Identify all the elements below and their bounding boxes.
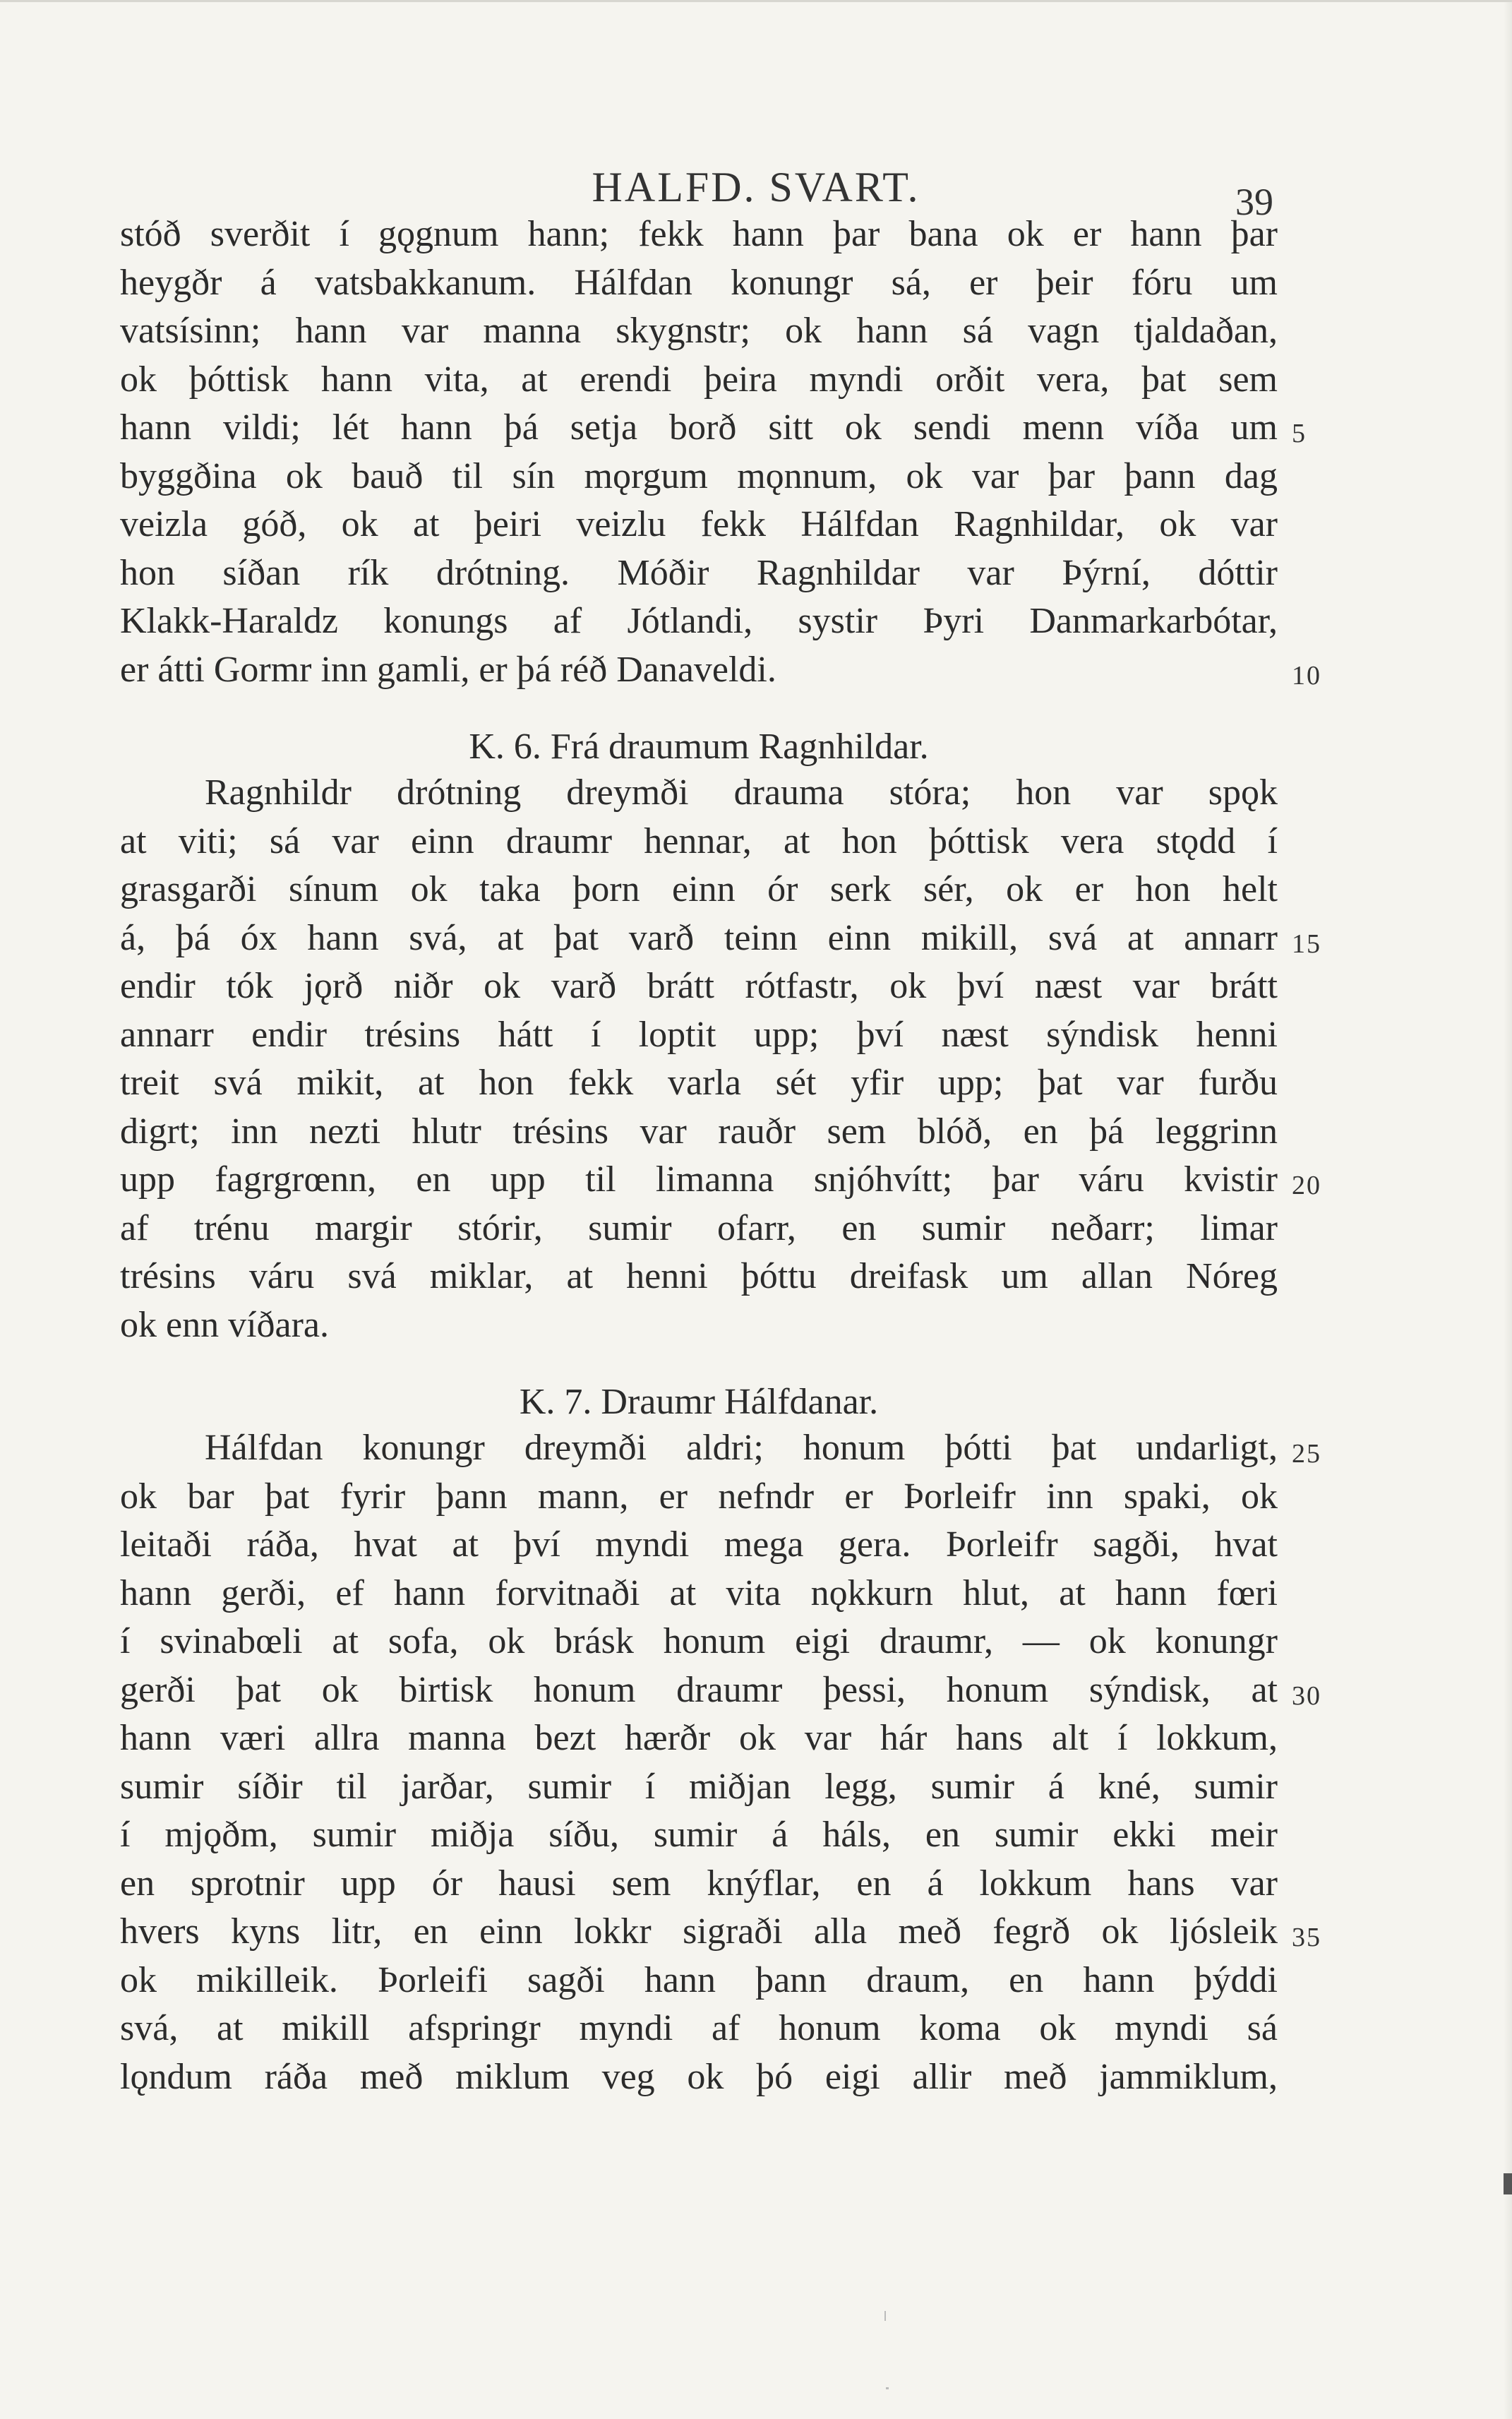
line-number: 5 [1292, 419, 1307, 448]
line-text: heygðr á vatsbakkanum. Hálfdan konungr sá, er þeir fóru um [120, 262, 1278, 303]
line-number: 35 [1292, 1923, 1321, 1952]
text-line [120, 1059, 1278, 1108]
chapter-heading-6: K. 6. Frá draumum Ragnhildar. [469, 727, 929, 767]
line-text: Hálfdan konungr dreymði aldri; honum þótti þat undarligt, [205, 1428, 1278, 1468]
text-line [120, 914, 1321, 963]
line-text: gerði þat ok birtisk honum draumr þessi, honum sýndisk, at [120, 1669, 1278, 1710]
line-text: Ragnhildr drótning dreymði drauma stóra; hon var spǫk [205, 772, 1278, 813]
scan-edge-mark [1504, 2173, 1512, 2194]
text-line [120, 1811, 1278, 1860]
line-text: trésins váru svá miklar, at henni þóttu dreifask um allan Nóreg [120, 1256, 1278, 1296]
print-mark [884, 2311, 886, 2321]
paragraph-continuation [120, 210, 1321, 694]
text-line [120, 356, 1278, 405]
page-edge [1504, 2, 1512, 2419]
text-line [120, 210, 1278, 259]
text-line [120, 259, 1278, 308]
text-line [120, 1618, 1278, 1666]
line-text: hon síðan rík drótning. Móðir Ragnhildar var Þýrní, dóttir [120, 552, 1278, 593]
line-text: hann vildi; lét hann þá setja borð sitt ok sendi menn víða um [120, 407, 1278, 448]
text-line [120, 1253, 1278, 1301]
line-text: ok mikilleik. Þorleifi sagði hann þann draum, en hann þýddi [120, 1959, 1278, 2000]
line-text: svá, at mikill afspringr myndi af honum koma ok myndi sá [120, 2008, 1278, 2048]
text-line [120, 962, 1278, 1011]
text-line [120, 1108, 1278, 1157]
body-text [120, 210, 1321, 2101]
line-text: at viti; sá var einn draumr hennar, at hon þóttisk vera stǫdd í [120, 820, 1278, 861]
line-number: 20 [1292, 1171, 1321, 1200]
line-text: hann væri allra manna bezt hærðr ok var hár hans alt í lokkum, [120, 1718, 1278, 1758]
line-number: 10 [1292, 660, 1321, 691]
text-line [120, 818, 1278, 866]
line-text: lǫndum ráða með miklum veg ok þó eigi allir með jammiklum, [120, 2056, 1278, 2097]
text-line [120, 501, 1278, 549]
paragraph-halfdan-dream [120, 1424, 1321, 2101]
text-line [120, 404, 1307, 453]
line-text: af trénu margir stórir, sumir ofarr, en sumir neðarr; limar [120, 1207, 1278, 1248]
line-text: á, þá óx hann svá, at þat varð teinn einn mikill, svá at annarr [120, 917, 1278, 958]
line-text: ok bar þat fyrir þann mann, er nefndr er Þorleifr inn spaki, ok [120, 1476, 1278, 1517]
line-text: sumir síðir til jarðar, sumir í miðjan legg, sumir á kné, sumir [120, 1766, 1278, 1807]
line-text: vatsísinn; hann var manna skygnstr; ok hann sá vagn tjaldaðan, [120, 311, 1278, 351]
line-text: en sprotnir upp ór hausi sem knýflar, en á lokkum hans var [120, 1863, 1278, 1904]
running-head: HALFD. SVART. [592, 164, 920, 210]
text-line [120, 549, 1278, 598]
text-line [120, 1156, 1321, 1205]
text-line [120, 1521, 1278, 1570]
text-line [120, 453, 1278, 501]
line-text: stóð sverðit í gǫgnum hann; fekk hann þar bana ok er hann þar [120, 214, 1278, 254]
text-line [120, 1011, 1278, 1060]
line-text: ok þóttisk hann vita, at erendi þeira myndi orðit vera, þat sem [120, 359, 1278, 400]
text-line [120, 1908, 1321, 1957]
text-line [120, 1205, 1278, 1253]
text-line [120, 1714, 1278, 1763]
text-line [120, 1301, 1278, 1350]
text-line [120, 1570, 1278, 1618]
line-text: veizla góð, ok at þeiri veizlu fekk Hálfdan Ragnhildar, ok var [120, 504, 1278, 544]
line-text: endir tók jǫrð niðr ok varð brátt rótfastr, ok því næst var brátt [120, 966, 1278, 1006]
line-text: ok enn víðara. [120, 1304, 330, 1345]
text-line [120, 1473, 1278, 1522]
line-number: 30 [1292, 1680, 1321, 1711]
text-line [120, 2005, 1278, 2053]
text-line [120, 769, 1278, 818]
text-line [120, 1763, 1278, 1812]
line-text: treit svá mikit, at hon fekk varla sét yfir upp; þat var furðu [120, 1063, 1278, 1103]
text-line [120, 597, 1278, 646]
text-line [120, 307, 1278, 356]
text-line [120, 1860, 1278, 1909]
line-text: í mjǫðm, sumir miðja síðu, sumir á háls, en sumir ekki meir [120, 1815, 1278, 1855]
text-line [120, 2053, 1278, 2102]
line-text: leitaði ráða, hvat at því myndi mega gera. Þorleifr sagði, hvat [120, 1524, 1278, 1565]
line-text: hvers kyns litr, en einn lokkr sigraði alla með fegrð ok ljósleik [120, 1911, 1278, 1952]
line-text: Klakk-Haraldz konungs af Jótlandi, systir Þyri Danmarkarbótar, [120, 601, 1278, 641]
text-line [120, 1424, 1321, 1473]
line-text: hann gerði, ef hann forvitnaði at vita nǫkkurn hlut, at hann fœri [120, 1572, 1278, 1613]
text-line [120, 646, 1321, 695]
line-number: 25 [1292, 1439, 1321, 1469]
line-text: annarr endir trésins hátt í loptit upp; því næst sýndisk henni [120, 1014, 1278, 1055]
line-text: upp fagrgrœnn, en upp til limanna snjóhvítt; þar váru kvistir [120, 1159, 1278, 1200]
paragraph-ragnhild-dream [120, 769, 1321, 1349]
line-text: digrt; inn nezti hlutr trésins var rauðr sem blóð, en þá leggrinn [120, 1111, 1278, 1152]
text-line [120, 1957, 1278, 2005]
text-line [120, 1666, 1321, 1715]
line-text: í svinabœli at sofa, ok brásk honum eigi draumr, — ok konungr [120, 1621, 1278, 1661]
chapter-heading-7: K. 7. Draumr Hálfdanar. [519, 1382, 879, 1422]
print-mark [886, 2387, 889, 2389]
line-text: grasgarði sínum ok taka þorn einn ór serk sér, ok er hon helt [120, 869, 1278, 909]
line-text: er átti Gormr inn gamli, er þá réð Danaveldi. [120, 649, 776, 690]
line-number: 15 [1292, 928, 1321, 959]
text-line [120, 866, 1278, 914]
page-number: 39 [1235, 181, 1273, 223]
line-text: byggðina ok bauð til sín mǫrgum mǫnnum, ok var þar þann dag [120, 455, 1278, 496]
